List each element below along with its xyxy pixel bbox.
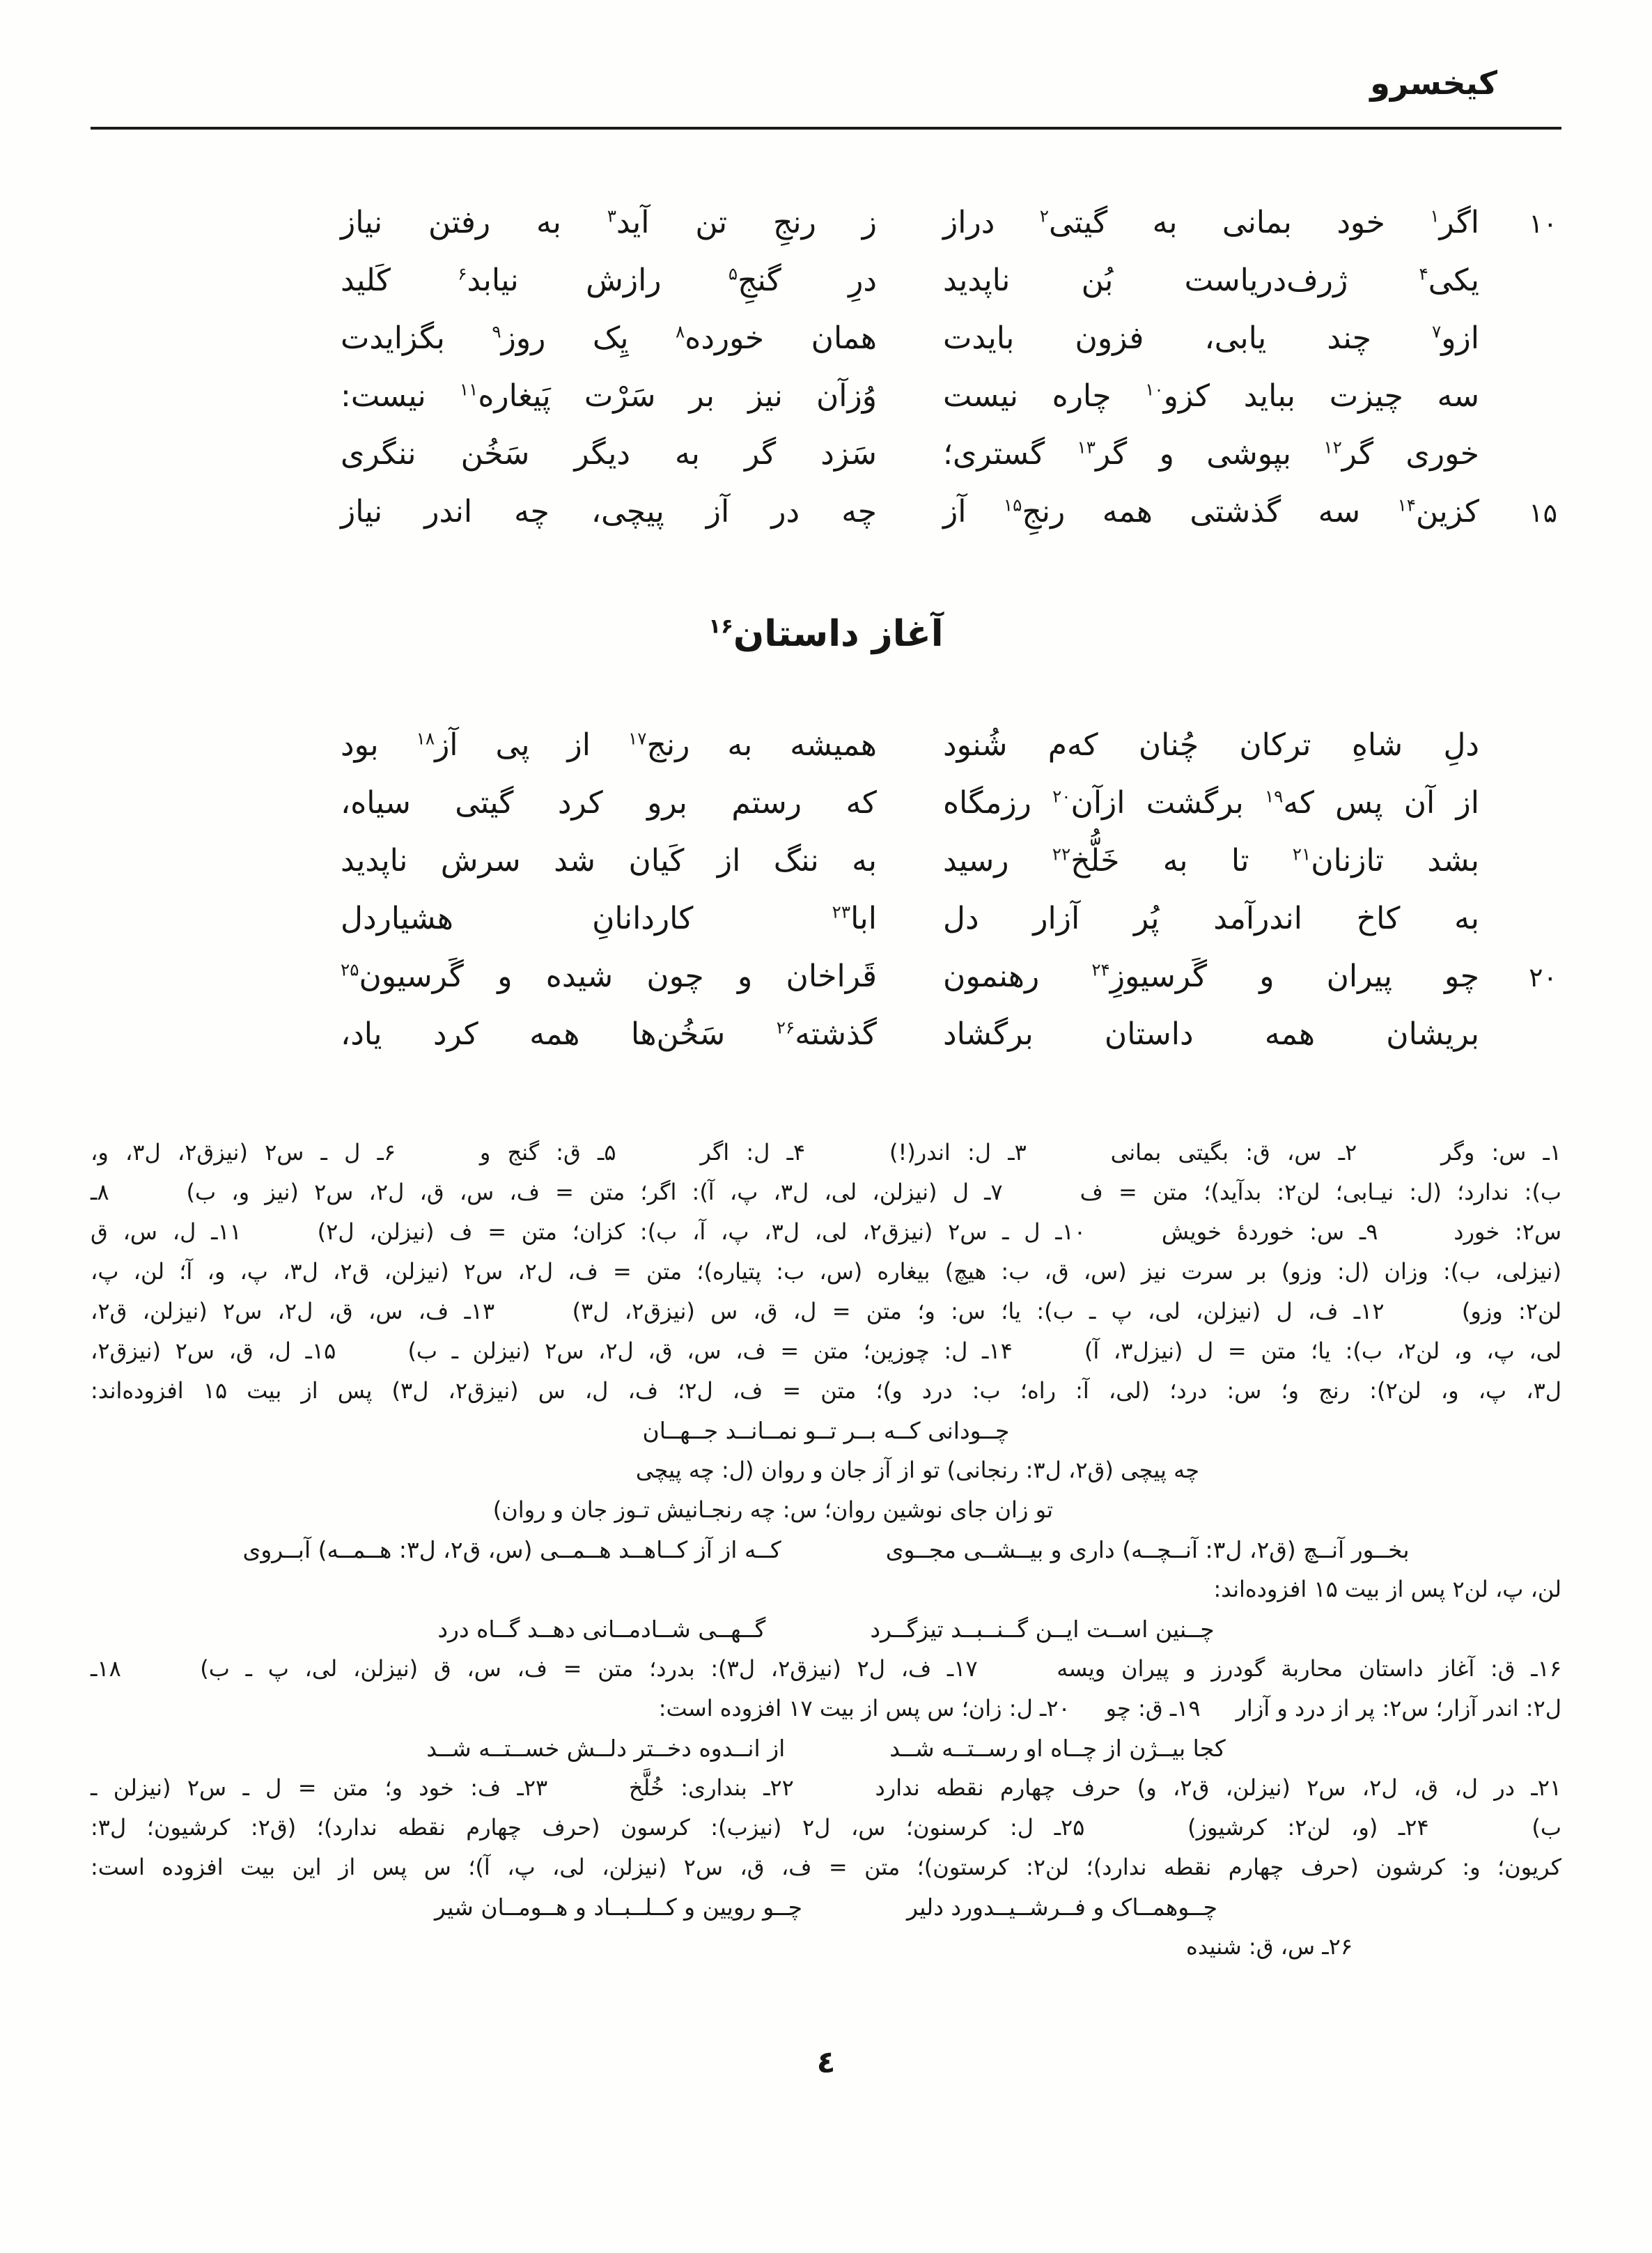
hemistich-first: چو پیران و گَرسیوزِ$^{۲۴}$ رهنمون bbox=[943, 959, 1479, 994]
apparatus-added-verse: چــودانی کــه بــر تــو نمــانــد جــهــان bbox=[642, 1417, 1010, 1444]
hemistich-second: درِ گنجِ$^۵$ رازش نیابد$^۶$ کَلید bbox=[341, 263, 877, 298]
apparatus-line: ل۲: اندر آزار؛ س۲: پر از درد و آزار ۱۹ـ ق: چو ۲۰ـ ل: زان؛ س پس از بیت ۱۷ افزوده است: bbox=[658, 1695, 1561, 1721]
apparatus-line: لن۲: وزو) ۱۲ـ ف، ل (نیزلن، لی، پ ـ ب): یا؛ س: و؛ متن = ل، ق، س (نیزق۲، ل۳) ۱۳ـ ف، س، ق، ل۲، س۲ (نیزلن، ق۲، bbox=[91, 1298, 1562, 1324]
apparatus-added-verse bbox=[91, 1887, 1561, 1927]
apparatus-line: ل۳، پ، و، لن۲): رنج و؛ س: درد؛ (لی، آ: راه؛ ب: درد و)؛ متن = ف، ل۲؛ ف، ل، س (نیزق۲، ل۳) پس از بیت ۱۵ افزوده‌اند: bbox=[91, 1377, 1562, 1404]
apparatus-line: تو زان جای نوشین روان؛ س: چه رنجـانیش تـوز جان و روان) bbox=[492, 1496, 1053, 1523]
hemistich-first: ازو$^۷$ چند یابی، فزون بایدت bbox=[943, 320, 1479, 356]
hemistich-second: ابا$^{۲۳}$ کاردانانِ هشیاردل bbox=[341, 901, 877, 936]
verse-block-2 bbox=[91, 716, 1561, 1063]
hemistich-second: که رستم برو کرد گیتی سیاه، bbox=[341, 785, 877, 821]
added-verse-hemistich-first: کجا بیــژن از چــاه او رســتــه شــد bbox=[889, 1735, 1226, 1762]
added-verse-hemistich-first: چــنین اســت ایــن گــنــبــد تیزگــرد bbox=[870, 1616, 1215, 1643]
hemistich-first: بریشان همه داستان برگشاد bbox=[943, 1016, 1479, 1052]
apparatus-line: س۲: خورد ۹ـ س: خوردهٔ خویش ۱۰ـ ل ـ س۲ (نیزق۲، لی، ل۳، پ، آ، ب): کزان؛ متن = ف (نیزلن، ل۲) ۱۱ـ ل، س، ق bbox=[91, 1218, 1562, 1245]
apparatus-line: (نیزلی، ب): وزان (ل: وزو) بر سرت نیز (س، ق، ب: هیچ) بیغاره (س، ب: پتیاره)؛ متن = ف، ل۲، س۲ (نیزلن، ق۲، ل۳، پ، و، آ؛ لن، پ، bbox=[91, 1258, 1562, 1285]
apparatus-added-verse bbox=[91, 1609, 1561, 1649]
hemistich-first: بشد تازنان$^{۲۱}$ تا به خَلُّخ$^{۲۲}$ رسید bbox=[943, 843, 1479, 878]
page-number: ٤ bbox=[816, 2045, 836, 2080]
running-head bbox=[91, 0, 1561, 102]
apparatus-line: ۱ـ س: وگر ۲ـ س، ق: بگیتی بمانی ۳ـ ل: اندر(!) ۴ـ ل: اگر ۵ـ ق: گنج و ۶ـ ل ـ س۲ (نیزق۲، ل۳، و، bbox=[91, 1139, 1562, 1166]
apparatus-line: کریون؛ و: کرشون (حرف چهارم نقطه ندارد)؛ لن۲: کرستون)؛ متن = ف، ق، س۲ (نیزلن، لی، پ، آ)؛ س پس از این بیت افزوده است: bbox=[91, 1854, 1562, 1880]
apparatus-added-verse bbox=[91, 1728, 1561, 1768]
hemistich-second: وُزآن نیز بر سَرْت پَیغاره$^{۱۱}$ نیست: bbox=[341, 378, 878, 414]
couplet-row bbox=[91, 716, 1561, 774]
hemistich-second: همان خورده$^۸$ یِک روز$^۹$ بگزایدت bbox=[341, 320, 878, 356]
hemistich-second: سَزد گر به دیگر سَخُن ننگری bbox=[341, 436, 877, 472]
couplet-row bbox=[91, 832, 1561, 890]
couplet-row bbox=[91, 483, 1561, 541]
couplet-row bbox=[91, 947, 1561, 1005]
verse-number: ۱۵ bbox=[1529, 497, 1557, 528]
apparatus-line: ۱۶ـ ق: آغاز داستان محاربة گودرز و پیران ویسه ۱۷ـ ف، ل۲ (نیزق۲، ل۳): بدرد؛ متن = ف، س، ق (نیزلن، لی، پ ـ ب) ۱۸ـ bbox=[91, 1655, 1562, 1682]
hemistich-second: همیشه به رنج$^{۱۷}$ از پی آز$^{۱۸}$ بود bbox=[341, 727, 878, 763]
hemistich-first: کزین$^{۱۴}$ سه گذشتی همه رنجِ$^{۱۵}$ آز bbox=[943, 494, 1479, 529]
verse-number: ۱۰ bbox=[1529, 208, 1557, 239]
apparatus-line: لن، پ، لن۲ پس از بیت ۱۵ افزوده‌اند: bbox=[1213, 1576, 1561, 1602]
apparatus-line: ب) ۲۴ـ (و، لن۲: کرشیوز) ۲۵ـ ل: کرسنون؛ س، ل۲ (نیزب): کرسون (حرف چهارم نقطه ندارد)؛ (ق۲: کرشیون؛ ل۳: bbox=[91, 1814, 1562, 1841]
couplet-row bbox=[91, 890, 1561, 947]
hemistich-first: دلِ شاهِ ترکان چُنان که‌م شُنود bbox=[943, 727, 1479, 763]
added-verse-hemistich-first: چــوهمــاک و فــرشــیــدورد دلیر bbox=[907, 1894, 1217, 1921]
hemistich-first: از آن پس که$^{۱۹}$ برگشت ازآن$^{۲۰}$ رزمگاه bbox=[943, 785, 1479, 821]
apparatus-line: ب): ندارد؛ (ل: نیـابی؛ لن۲: بدآید)؛ متن = ف ۷ـ ل (نیزلن، لی، ل۳، پ، آ): اگر؛ متن = ف، س، ق، ل۲، س۲ (نیز و، ب) ۸ـ bbox=[91, 1179, 1562, 1205]
hemistich-second: به ننگ از کَیان شد سرش ناپدید bbox=[341, 843, 877, 878]
verse-block-1 bbox=[91, 194, 1561, 541]
couplet-row bbox=[91, 774, 1561, 832]
couplet-row bbox=[91, 367, 1561, 425]
couplet-row bbox=[91, 309, 1561, 367]
couplet-row bbox=[91, 1005, 1561, 1063]
running-head-title: کیخسرو bbox=[1370, 64, 1497, 102]
added-verse-hemistich-second: کــه از آز کــاهــد هــمــی (س، ق۲، ل۳: هــمــه) آبــروی bbox=[242, 1536, 781, 1563]
critical-apparatus bbox=[91, 1133, 1561, 1967]
added-verse-hemistich-second: چــو رویین و کــلــبــاد و هــومــان شیر bbox=[435, 1894, 802, 1921]
hemistich-second: ز رنجِ تن آید$^۳$ به رفتن نیاز bbox=[341, 205, 877, 240]
hemistich-first: به کاخ اندرآمد پُر آزار دل bbox=[943, 901, 1479, 936]
hemistich-first: سه چیزت بباید کزو$^{۱۰}$ چاره نیست bbox=[943, 378, 1479, 414]
hemistich-second: گذشته$^{۲۶}$ سَخُن‌ها همه کرد یاد، bbox=[341, 1016, 877, 1052]
added-verse-hemistich-first: بخــور آنــچ (ق۲، ل۳: آنــچــه) داری و بیــشــی مجــوی bbox=[885, 1536, 1410, 1563]
hemistich-first: خوری گر$^{۱۲}$ بپوشی و گر$^{۱۳}$ گستری؛ bbox=[943, 436, 1479, 472]
couplet-row bbox=[91, 425, 1561, 483]
added-verse-hemistich-second: از انــدوه دخــتر دلــش خســتــه شــد bbox=[426, 1735, 786, 1762]
couplet-row bbox=[91, 251, 1561, 309]
header-divider bbox=[91, 127, 1561, 130]
apparatus-line: ۲۶ـ س، ق: شنیده bbox=[1186, 1933, 1353, 1960]
hemistich-first: اگر$^۱$ خود بمانی به گیتی$^۲$ دراز bbox=[943, 205, 1479, 240]
couplet-row bbox=[91, 194, 1561, 251]
verse-number: ۲۰ bbox=[1529, 962, 1557, 993]
apparatus-added-verse bbox=[91, 1530, 1561, 1570]
hemistich-first: یکی$^۴$ ژرف‌دریاست بُن ناپدید bbox=[943, 263, 1479, 298]
apparatus-line: ۲۱ـ در ل، ق، ل۲، س۲ (نیزلن، ق۲، و) حرف چهارم نقطه ندارد ۲۲ـ بنداری: خُلَّخ ۲۳ـ ف: خود و؛ متن = ل ـ س۲ (نیزلن ـ bbox=[91, 1774, 1562, 1801]
hemistich-second: چه در آز پیچی، چه اندر نیاز bbox=[341, 494, 877, 529]
added-verse-hemistich-second: گــهــی شــادمــانی دهــد گــاه درد bbox=[437, 1616, 766, 1643]
hemistich-second: قَراخان و چون شیده و گَرسیون$^{۲۵}$ bbox=[341, 959, 877, 994]
section-heading: آغاز داستان$^{۱۶}$ bbox=[708, 613, 944, 655]
apparatus-line: چه پیچی (ق۲، ل۳: رنجانی) تو از آز جان و روان (ل: چه پیچی bbox=[635, 1457, 1199, 1483]
apparatus-line: لی، پ، و، لن۲، ب): یا؛ متن = ل (نیزل۳، آ) ۱۴ـ ل: چوزین؛ متن = ف، س، ق، ل۲، س۲ (نیزلن ـ ب) ۱۵ـ ل، ق، س۲ (نیزق۲، bbox=[91, 1338, 1562, 1364]
